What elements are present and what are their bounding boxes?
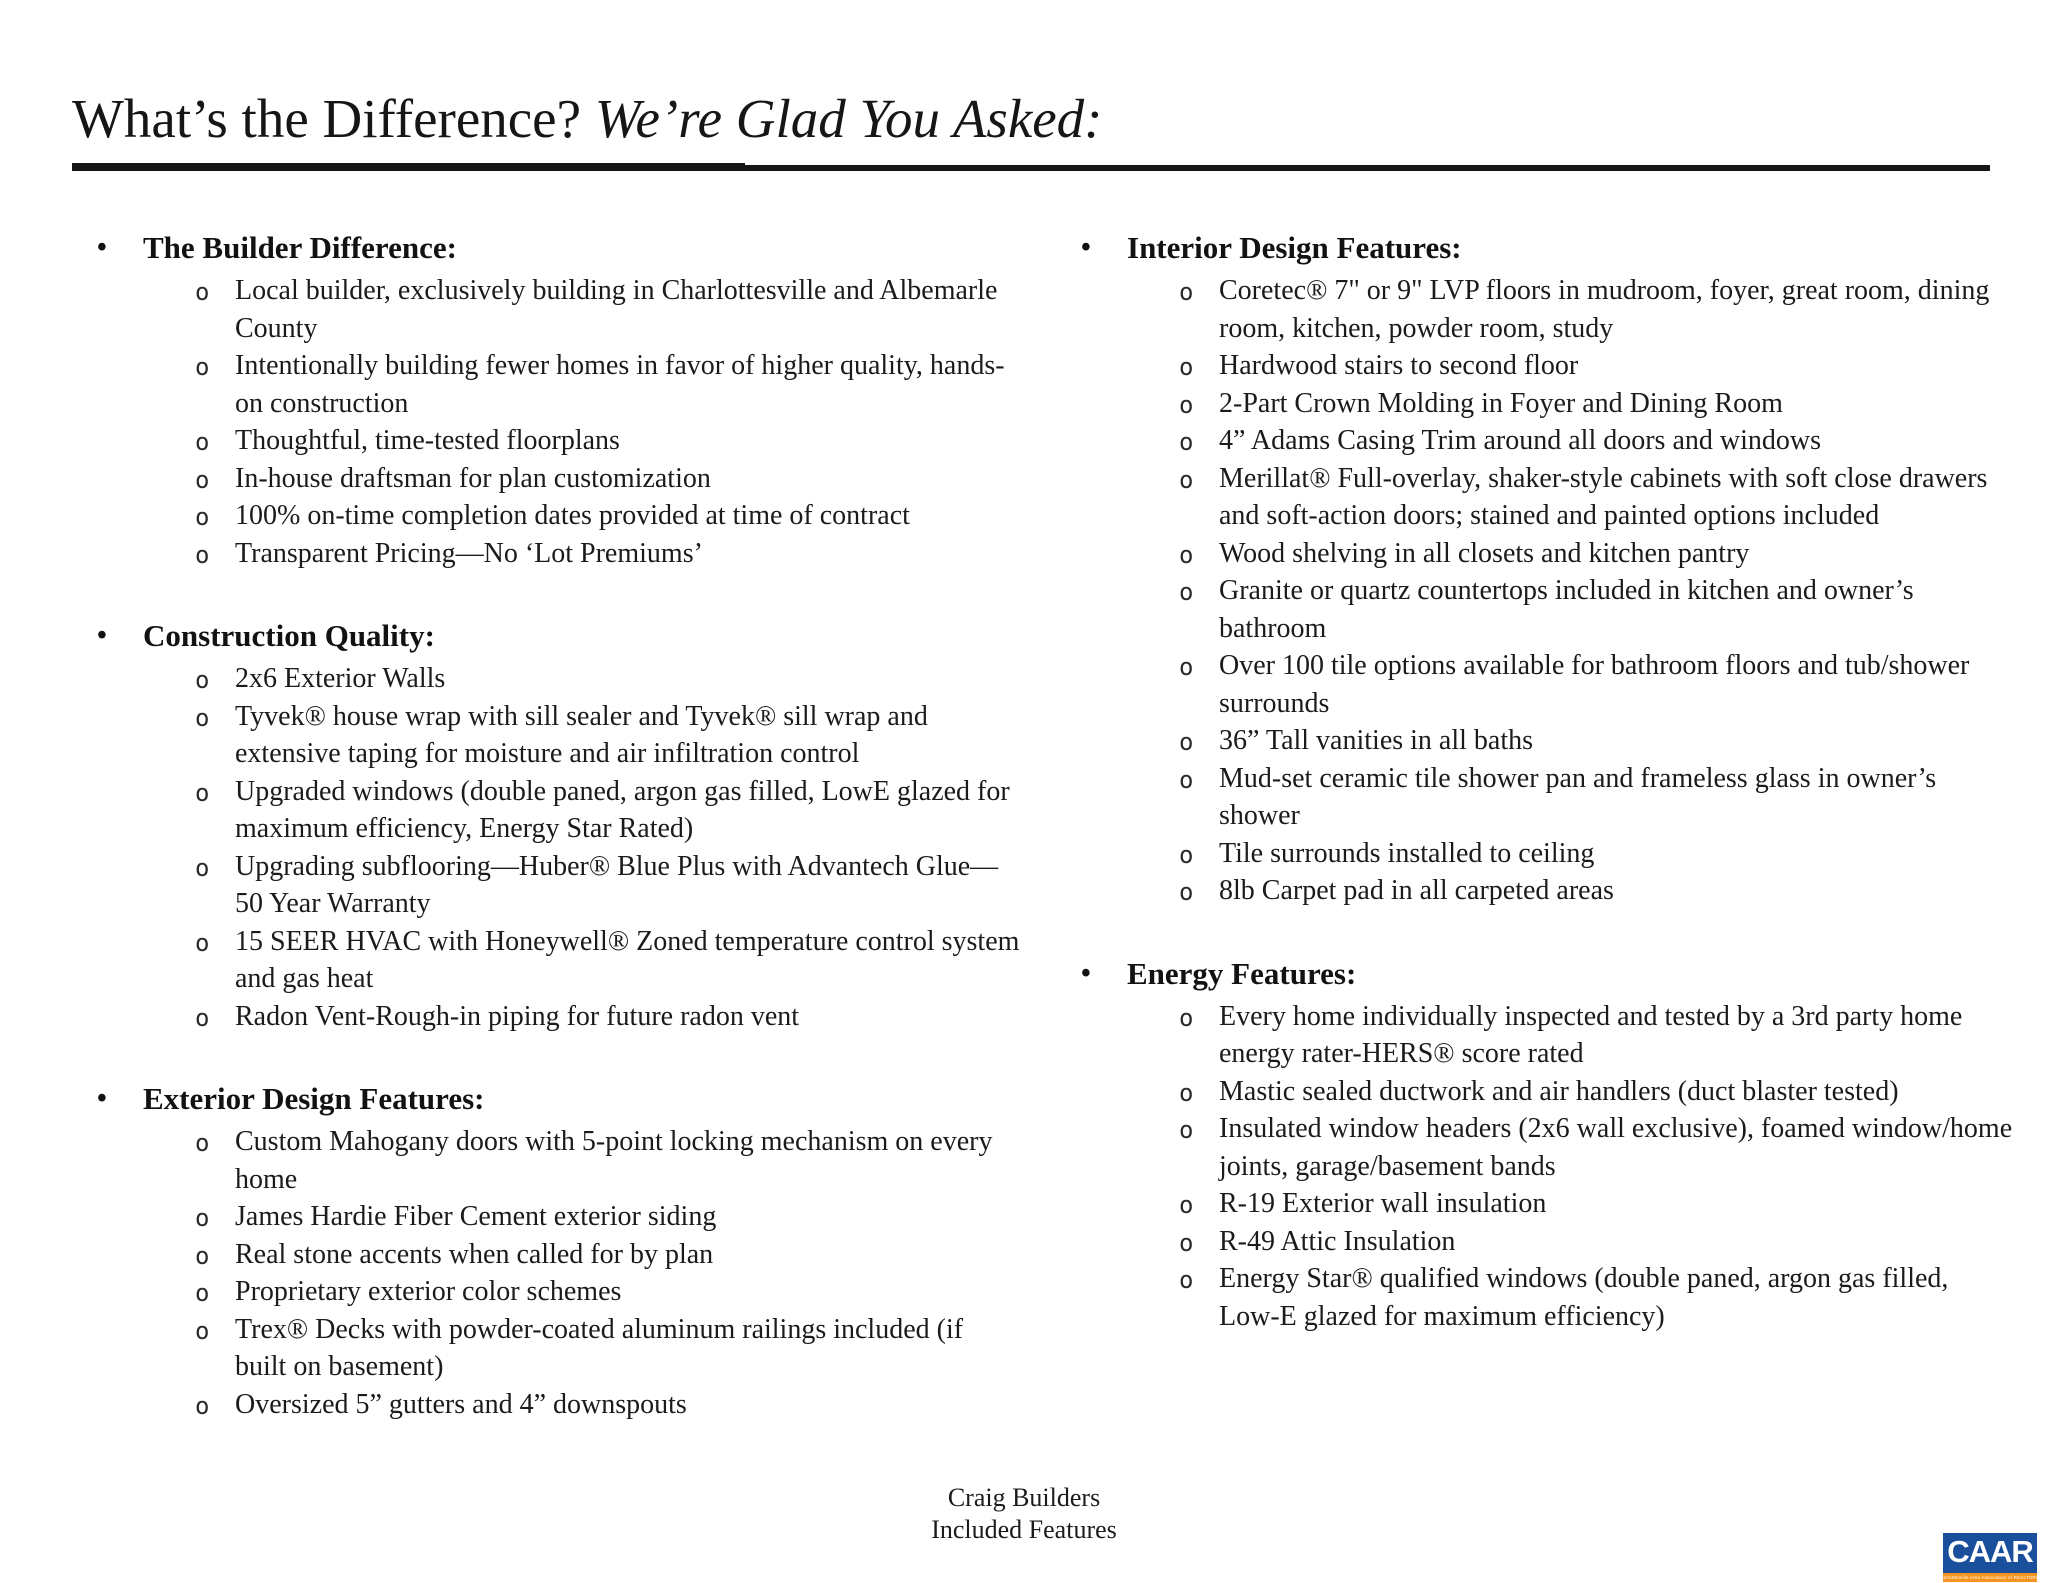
list-item-text: Radon Vent-Rough-in piping for future radon vent [235, 1000, 800, 1032]
list-item-text: Merillat® Full-overlay, shaker-style cabinets with soft close drawers and soft-action doors; stained and painted options included [1219, 462, 1988, 531]
circle-bullet-icon: o [1179, 653, 1194, 681]
list-item [1079, 1073, 2014, 1111]
list-item-text: Thoughtful, time-tested floorplans [235, 425, 620, 456]
list-item [1079, 535, 2014, 573]
list-item-text: 4” Adams Casing Trim around all doors and windows [1219, 425, 1821, 456]
list-item-text: Custom Mahogany doors with 5-point locking mechanism on every home [235, 1126, 993, 1195]
list-item-text: Energy Star® qualified windows (double paned, argon gas filled, Low-E glazed for maximum efficiency) [1219, 1263, 1949, 1332]
list-item-text: Upgrading subflooring—Huber® Blue Plus with Advantech Glue—50 Year Warranty [235, 850, 999, 919]
list-item-text: Tile surrounds installed to ceiling [1219, 837, 1595, 869]
circle-bullet-icon: o [195, 503, 210, 531]
section-heading: Energy Features: [1127, 955, 1357, 991]
list-item [1079, 722, 2014, 760]
list-item [95, 1311, 1020, 1386]
list-item [95, 848, 1020, 923]
section-heading-row [95, 1079, 1020, 1119]
list-item [95, 1386, 1020, 1424]
circle-bullet-icon: o [1179, 278, 1194, 306]
section-heading: Interior Design Features: [1127, 230, 1462, 265]
circle-bullet-icon: o [1179, 465, 1194, 494]
feature-section [1079, 228, 2014, 910]
list-item [95, 535, 1020, 573]
list-item [1079, 872, 2014, 910]
list-item [95, 272, 1020, 347]
list-item [1079, 422, 2014, 460]
list-item-text: Every home individually inspected and tested by a 3rd party home energy rater-HERS® score rated [1219, 1000, 1963, 1069]
list-item [1079, 998, 2014, 1073]
circle-bullet-icon: o [195, 1204, 210, 1232]
list-item [1079, 385, 2014, 423]
list-item [95, 1236, 1020, 1274]
circle-bullet-icon: o [1179, 1191, 1194, 1219]
caar-logo-text: CAAR [1947, 1534, 2033, 1569]
title-underline-left [72, 163, 745, 171]
list-item-text: Tyvek® house wrap with sill sealer and Tyvek® sill wrap and extensive taping for moisture and air infiltration control [235, 700, 928, 769]
section-heading-row [95, 228, 1020, 268]
section-heading: The Builder Difference: [143, 230, 457, 265]
circle-bullet-icon: o [195, 1316, 210, 1345]
list-item-text: Local builder, exclusively building in Charlottesville and Albemarle County [235, 275, 998, 344]
section-heading-row [1079, 228, 2014, 268]
bullet-icon: • [97, 620, 107, 651]
circle-bullet-icon: o [195, 778, 210, 807]
circle-bullet-icon: o [195, 278, 210, 306]
circle-bullet-icon: o [195, 853, 210, 882]
circle-bullet-icon: o [1179, 353, 1194, 381]
list-item [1079, 1223, 2014, 1261]
list-item-text: Wood shelving in all closets and kitchen pantry [1219, 537, 1750, 569]
page-title-regular: What’s the Difference? [72, 88, 595, 149]
list-item [95, 660, 1020, 698]
list-item-text: Granite or quartz countertops included in kitchen and owner’s bathroom [1219, 575, 1914, 644]
list-item-text: Mastic sealed ductwork and air handlers (duct blaster tested) [1219, 1075, 1899, 1107]
list-item-text: Over 100 tile options available for bathroom floors and tub/shower surrounds [1219, 650, 1970, 719]
list-item [95, 1123, 1020, 1198]
circle-bullet-icon: o [195, 1129, 210, 1157]
list-item-text: Trex® Decks with powder-coated aluminum railings included (if built on basement) [235, 1313, 964, 1382]
circle-bullet-icon: o [195, 465, 210, 494]
feature-section [95, 616, 1020, 1035]
list-item [1079, 1110, 2014, 1185]
right-column [1079, 228, 2014, 1335]
circle-bullet-icon: o [1179, 1116, 1194, 1144]
bullet-icon: • [1081, 232, 1091, 263]
list-item [95, 1198, 1020, 1236]
feature-section [1079, 954, 2014, 1336]
circle-bullet-icon: o [195, 1003, 210, 1032]
circle-bullet-icon: o [1179, 878, 1194, 906]
list-item-text: Hardwood stairs to second floor [1219, 350, 1579, 381]
list-item [1079, 272, 2014, 347]
list-item [95, 460, 1020, 498]
list-item [1079, 760, 2014, 835]
caar-logo [1937, 1533, 2043, 1582]
circle-bullet-icon: o [1179, 1078, 1194, 1107]
list-item-text: Insulated window headers (2x6 wall exclusive), foamed window/home joints, garage/basement bands [1219, 1113, 2013, 1182]
circle-bullet-icon: o [195, 353, 210, 381]
circle-bullet-icon: o [1179, 728, 1194, 756]
list-item-text: Transparent Pricing—No ‘Lot Premiums’ [235, 537, 703, 569]
list-item [1079, 1185, 2014, 1223]
list-item-text: Proprietary exterior color schemes [235, 1276, 622, 1307]
caar-logo-bar [1937, 1573, 2043, 1582]
list-item [1079, 460, 2014, 535]
list-item-text: R-49 Attic Insulation [1219, 1225, 1456, 1257]
footer-line-company: Craig Builders [947, 1483, 1101, 1512]
list-item-text: R-19 Exterior wall insulation [1219, 1188, 1547, 1219]
caar-logo-tagline: Charlottesville Area Association of REALTORS® [1937, 1575, 2043, 1580]
bullet-icon: • [97, 1083, 107, 1114]
circle-bullet-icon: o [1179, 428, 1194, 456]
list-item-text: Oversized 5” gutters and 4” downspouts [235, 1388, 687, 1420]
section-heading: Exterior Design Features: [143, 1081, 485, 1116]
list-item-text: Mud-set ceramic tile shower pan and frameless glass in owner’s shower [1219, 762, 1937, 831]
circle-bullet-icon: o [195, 428, 210, 456]
circle-bullet-icon: o [195, 703, 210, 732]
circle-bullet-icon: o [195, 1279, 210, 1307]
circle-bullet-icon: o [195, 1391, 210, 1420]
list-item-text: In-house draftsman for plan customization [235, 462, 711, 494]
circle-bullet-icon: o [1179, 1228, 1194, 1257]
page-title-italic: We’re Glad You Asked: [594, 88, 1103, 149]
footer-line-doc: Included Features [931, 1515, 1117, 1544]
list-item-text: 36” Tall vanities in all baths [1219, 725, 1534, 756]
section-heading: Construction Quality: [143, 618, 435, 653]
list-item [1079, 1260, 2014, 1335]
list-item [95, 923, 1020, 998]
bullet-icon: • [1081, 957, 1091, 989]
list-item [95, 998, 1020, 1036]
list-item-text: Real stone accents when called for by plan [235, 1238, 714, 1270]
feature-section [95, 228, 1020, 572]
circle-bullet-icon: o [195, 1241, 210, 1270]
page-title [72, 90, 1102, 148]
circle-bullet-icon: o [1179, 765, 1194, 794]
list-item [95, 422, 1020, 460]
list-item [95, 698, 1020, 773]
list-item [1079, 347, 2014, 385]
section-heading-row [1079, 954, 2014, 994]
list-item-text: Upgraded windows (double paned, argon gas filled, LowE glazed for maximum efficiency, Energy Star Rated) [235, 775, 1010, 844]
circle-bullet-icon: o [195, 540, 210, 569]
list-item [1079, 572, 2014, 647]
list-item [95, 1273, 1020, 1311]
list-item-text: 15 SEER HVAC with Honeywell® Zoned temperature control system and gas heat [235, 925, 1020, 994]
circle-bullet-icon: o [1179, 390, 1194, 419]
list-item [95, 347, 1020, 422]
circle-bullet-icon: o [195, 928, 210, 957]
left-column [95, 228, 1020, 1423]
list-item-text: 100% on-time completion dates provided at time of contract [235, 500, 910, 531]
circle-bullet-icon: o [195, 666, 210, 694]
section-heading-row [95, 616, 1020, 656]
title-underline-right [745, 165, 1990, 171]
list-item [95, 497, 1020, 535]
circle-bullet-icon: o [1179, 1266, 1194, 1294]
list-item [95, 773, 1020, 848]
list-item-text: Intentionally building fewer homes in favor of higher quality, hands-on construction [235, 350, 1005, 419]
circle-bullet-icon: o [1179, 540, 1194, 569]
bullet-icon: • [97, 232, 107, 263]
circle-bullet-icon: o [1179, 578, 1194, 606]
circle-bullet-icon: o [1179, 840, 1194, 869]
list-item [1079, 647, 2014, 722]
list-item-text: James Hardie Fiber Cement exterior siding [235, 1201, 717, 1232]
list-item [1079, 835, 2014, 873]
list-item-text: 2x6 Exterior Walls [235, 663, 446, 694]
feature-section [95, 1079, 1020, 1423]
circle-bullet-icon: o [1179, 1003, 1194, 1032]
list-item-text: Coretec® 7" or 9" LVP floors in mudroom, foyer, great room, dining room, kitchen, powder room, study [1219, 275, 1990, 344]
list-item-text: 2-Part Crown Molding in Foyer and Dining Room [1219, 387, 1783, 419]
list-item-text: 8lb Carpet pad in all carpeted areas [1219, 875, 1614, 906]
page-footer [0, 1482, 2048, 1546]
